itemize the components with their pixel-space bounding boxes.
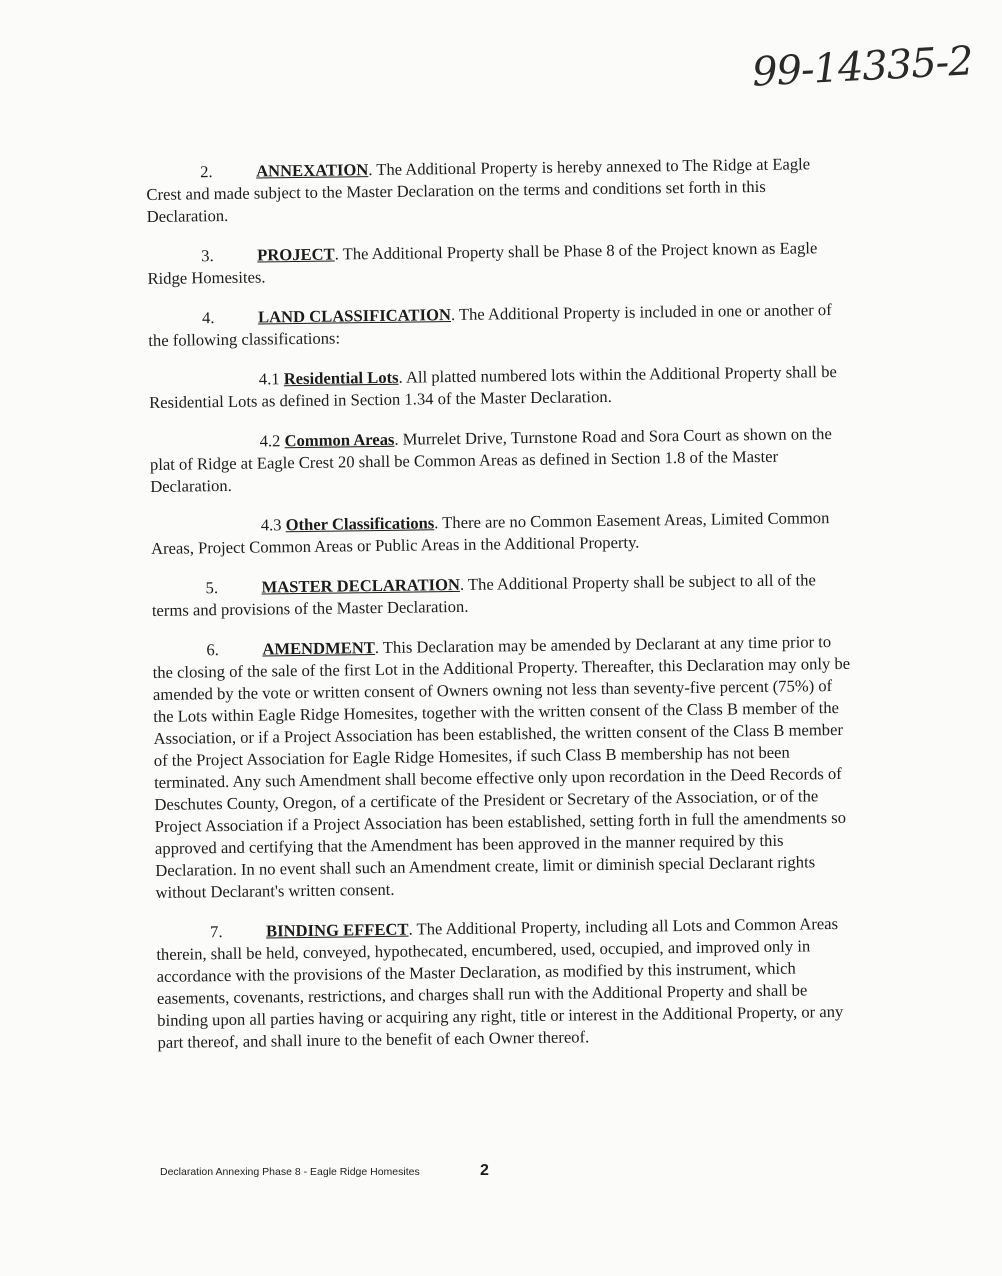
section-binding-effect (156, 913, 858, 1054)
section-text: . This Declaration may be amended by Declarant at any time prior to the closing of the sale of the first Lot in the Additional Property. Thereafter, this Declaration may only be amended by the vote or written consent of Owners owning not less than seventy-five percent (75%) of the Lots within Eagle Ridge Homesites, together with the written consent of the Class B member of the Association, or if a Project Association has been established, the written consent of the Class B member of the Project Association for Eagle Ridge Homesites, if such Class B membership has not been terminated. Any such Amendment shall become effective only upon recordation in the Deed Records of Deschutes County, Oregon, of a certificate of the President or Secretary of the Association, or of the Project Association if a Project Association has been established, setting forth in full the amendments so approved and certifying that the Amendment has been approved in the manner required by this Declaration. In no event shall such an Amendment create, limit or diminish special Declarant rights without Declarant's written consent. (152, 632, 851, 902)
subsection-common-areas (150, 423, 851, 498)
section-text: . The Additional Property is included in one or another of the following classifications: (148, 300, 832, 350)
section-annexation (146, 153, 847, 228)
subsection-text: . There are no Common Easement Areas, Limited Common Areas, Project Common Areas or Public Areas in the Additional Property. (150, 508, 830, 558)
section-number: 6. (206, 640, 219, 660)
recording-number-stamp: 99-14335-2 (750, 38, 974, 96)
section-number: 2. (200, 162, 213, 182)
subsection-heading: Residential Lots (283, 367, 399, 389)
document-body (146, 153, 858, 1072)
section-number: 4. (201, 308, 215, 328)
subsection-number: 4.2 (259, 431, 281, 451)
subsection-text: . Murrelet Drive, Turnstone Road and Sora Court as shown on the plat of Ridge at Eagle Crest 20 shall be Common Areas as defined in Section 1.8 of the Master Declaration. (149, 424, 832, 496)
section-amendment (152, 631, 855, 904)
section-text: . The Additional Property, including all Lots and Common Areas therein, shall be held, conveyed, hypothecated, encumbered, used, occupied, and improved only in accordance with the provisions of the Master Declaration, as modified by this instrument, which easements, covenants, restrictions, and charges shall run with the Additional Property and shall be binding upon all parties having or acquiring any right, title or interest in the Additional Property, or any part thereof, and shall inure to the benefit of each Owner thereof. (156, 914, 844, 1052)
subsection-heading: Other Classifications (285, 513, 435, 535)
section-heading: LAND CLASSIFICATION (257, 305, 452, 327)
subsection-residential-lots (149, 361, 850, 414)
subsection-number: 4.1 (258, 369, 280, 389)
footer-label: Declaration Annexing Phase 8 - Eagle Ridge Homesites (160, 1166, 420, 1178)
subsection-number: 4.3 (260, 515, 282, 535)
section-heading: AMENDMENT (262, 638, 375, 659)
section-text: . The Additional Property shall be subject to all of the terms and provisions of the Master Declaration. (151, 570, 816, 620)
section-text: . The Additional Property is hereby annexed to The Ridge at Eagle Crest and made subject to the Master Declaration on the terms and conditions set forth in this Declaration. (146, 154, 811, 226)
section-heading: BINDING EFFECT (265, 919, 409, 941)
page-number: 2 (480, 1162, 489, 1179)
subsection-text: . All platted numbered lots within the Additional Property shall be Residential Lots as defined in Section 1.34 of the Master Declaration. (149, 361, 837, 412)
subsection-other-classifications (151, 507, 852, 560)
section-number: 3. (201, 246, 214, 266)
section-number: 7. (209, 922, 223, 942)
section-heading: MASTER DECLARATION (261, 574, 461, 597)
subsection-heading: Common Areas (284, 429, 395, 451)
section-heading: ANNEXATION (256, 160, 369, 181)
section-project (147, 237, 848, 290)
section-number: 5. (205, 578, 219, 598)
section-text: . The Additional Property shall be Phase 8 of the Project known as Eagle Ridge Homesites. (147, 238, 818, 288)
section-land-classification (148, 299, 849, 352)
section-heading: PROJECT (257, 244, 335, 265)
section-master-declaration (151, 569, 852, 622)
